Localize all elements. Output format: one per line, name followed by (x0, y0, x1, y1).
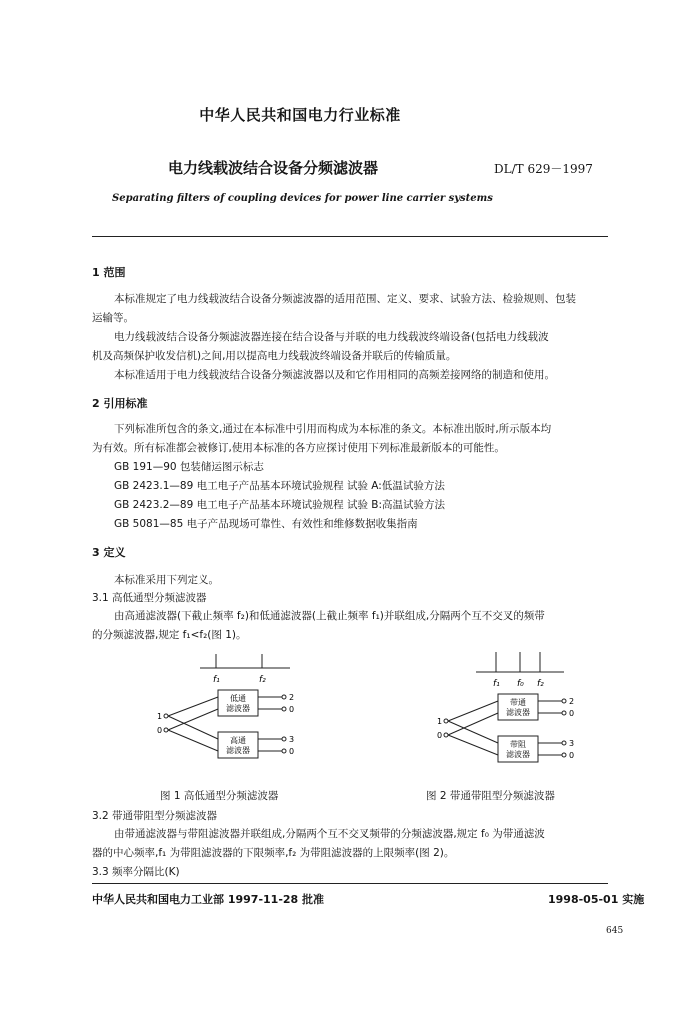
output-0-label: 0 (289, 747, 295, 756)
section-3-heading: 3 定义 (92, 546, 126, 559)
output-0-label: 0 (289, 705, 295, 714)
figure-1-diagram (150, 648, 310, 768)
input-1-label: 1 (437, 717, 443, 726)
output-3-label: 3 (569, 739, 575, 748)
reference-item: GB 191—90 包装储运图示标志 (114, 461, 264, 473)
f2-label: f₂ (537, 679, 544, 689)
header-rule (92, 236, 608, 237)
input-1-label: 1 (157, 712, 163, 721)
figure-2-caption: 图 2 带通带阻型分频滤波器 (426, 790, 555, 802)
figure-1-caption: 图 1 高低通型分频滤波器 (160, 790, 279, 802)
s32-paragraph-line-2: 器的中心频率,f₁ 为带阻滤波器的下限频率,f₂ 为带阻滤波器的上限频率(图 2)。 (92, 847, 455, 859)
section-1-heading: 1 范围 (92, 266, 126, 279)
s1-paragraph-2-line-1: 电力线载波结合设备分频滤波器连接在结合设备与并联的电力线载波终端设备(包括电力线载波 (114, 331, 549, 343)
output-2-label: 2 (289, 693, 295, 702)
section-2-heading: 2 引用标准 (92, 397, 148, 410)
english-title: Separating filters of coupling devices for power line carrier systems (112, 193, 493, 204)
s32-paragraph-line-1: 由带通滤波器与带阻滤波器并联组成,分隔两个互不交叉频带的分频滤波器,规定 f₀ 为带通滤波 (114, 828, 545, 840)
input-0-label: 0 (437, 731, 443, 740)
s3-paragraph: 本标准采用下列定义。 (114, 574, 219, 586)
output-3-label: 3 (289, 735, 295, 744)
section-3-3-heading: 3.3 频率分隔比(K) (92, 866, 180, 878)
box-bottom-line-2: 滤波器 (226, 746, 250, 755)
output-2-label: 2 (569, 697, 575, 706)
f0-label: f₀ (517, 679, 524, 689)
section-3-2-heading: 3.2 带通带阻型分频滤波器 (92, 810, 218, 822)
input-0-label: 0 (157, 726, 163, 735)
f1-label: f₁ (213, 675, 220, 685)
box-bottom-line-1: 高通 (230, 736, 246, 745)
box-top-line-1: 带通 (510, 698, 526, 707)
f2-label: f₂ (259, 675, 266, 685)
document-title: 电力线载波结合设备分频滤波器 (168, 159, 379, 177)
f1-label: f₁ (493, 679, 500, 689)
output-0-label: 0 (569, 751, 575, 760)
footer-rule (92, 883, 608, 884)
s1-paragraph-1-line-1: 本标准规定了电力线载波结合设备分频滤波器的适用范围、定义、要求、试验方法、检验规则、包装 (114, 293, 576, 305)
s2-paragraph-line-1: 下列标准所包含的条文,通过在本标准中引用而构成为本标准的条文。本标准出版时,所示版本均 (114, 423, 552, 435)
s1-paragraph-1-line-2: 运输等。 (92, 312, 134, 324)
standard-title: 中华人民共和国电力行业标准 (199, 106, 401, 124)
box-bottom-line-2: 滤波器 (506, 750, 530, 759)
s31-paragraph-line-2: 的分频滤波器,规定 f₁<f₂(图 1)。 (92, 629, 247, 641)
s31-paragraph-line-1: 由高通滤波器(下截止频率 f₂)和低通滤波器(上截止频率 f₁)并联组成,分隔两个互不交叉的频带 (114, 610, 545, 622)
approval-line: 中华人民共和国电力工业部 1997-11-28 批准 (92, 893, 325, 906)
section-3-1-heading: 3.1 高低通型分频滤波器 (92, 592, 207, 604)
reference-item: GB 5081—85 电子产品现场可靠性、有效性和维修数据收集指南 (114, 518, 418, 530)
box-top-line-2: 滤波器 (226, 704, 250, 713)
s1-paragraph-3: 本标准适用于电力线载波结合设备分频滤波器以及和它作用相同的高频差接网络的制造和使用。 (114, 369, 555, 381)
output-0-label: 0 (569, 709, 575, 718)
reference-item: GB 2423.2—89 电工电子产品基本环境试验规程 试验 B:高温试验方法 (114, 499, 446, 511)
document-code: DL/T 629－1997 (494, 162, 593, 176)
implementation-date: 1998-05-01 实施 (548, 893, 645, 906)
figure-2-diagram (430, 648, 590, 773)
box-top-line-2: 滤波器 (506, 708, 530, 717)
page-number: 645 (606, 926, 624, 936)
box-bottom-line-1: 带阻 (510, 740, 526, 749)
s2-paragraph-line-2: 为有效。所有标准都会被修订,使用本标准的各方应探讨使用下列标准最新版本的可能性。 (92, 442, 505, 454)
reference-item: GB 2423.1—89 电工电子产品基本环境试验规程 试验 A:低温试验方法 (114, 480, 445, 492)
box-top-line-1: 低通 (230, 694, 246, 703)
s1-paragraph-2-line-2: 机及高频保护收发信机)之间,用以提高电力线载波终端设备并联后的传输质量。 (92, 350, 457, 362)
